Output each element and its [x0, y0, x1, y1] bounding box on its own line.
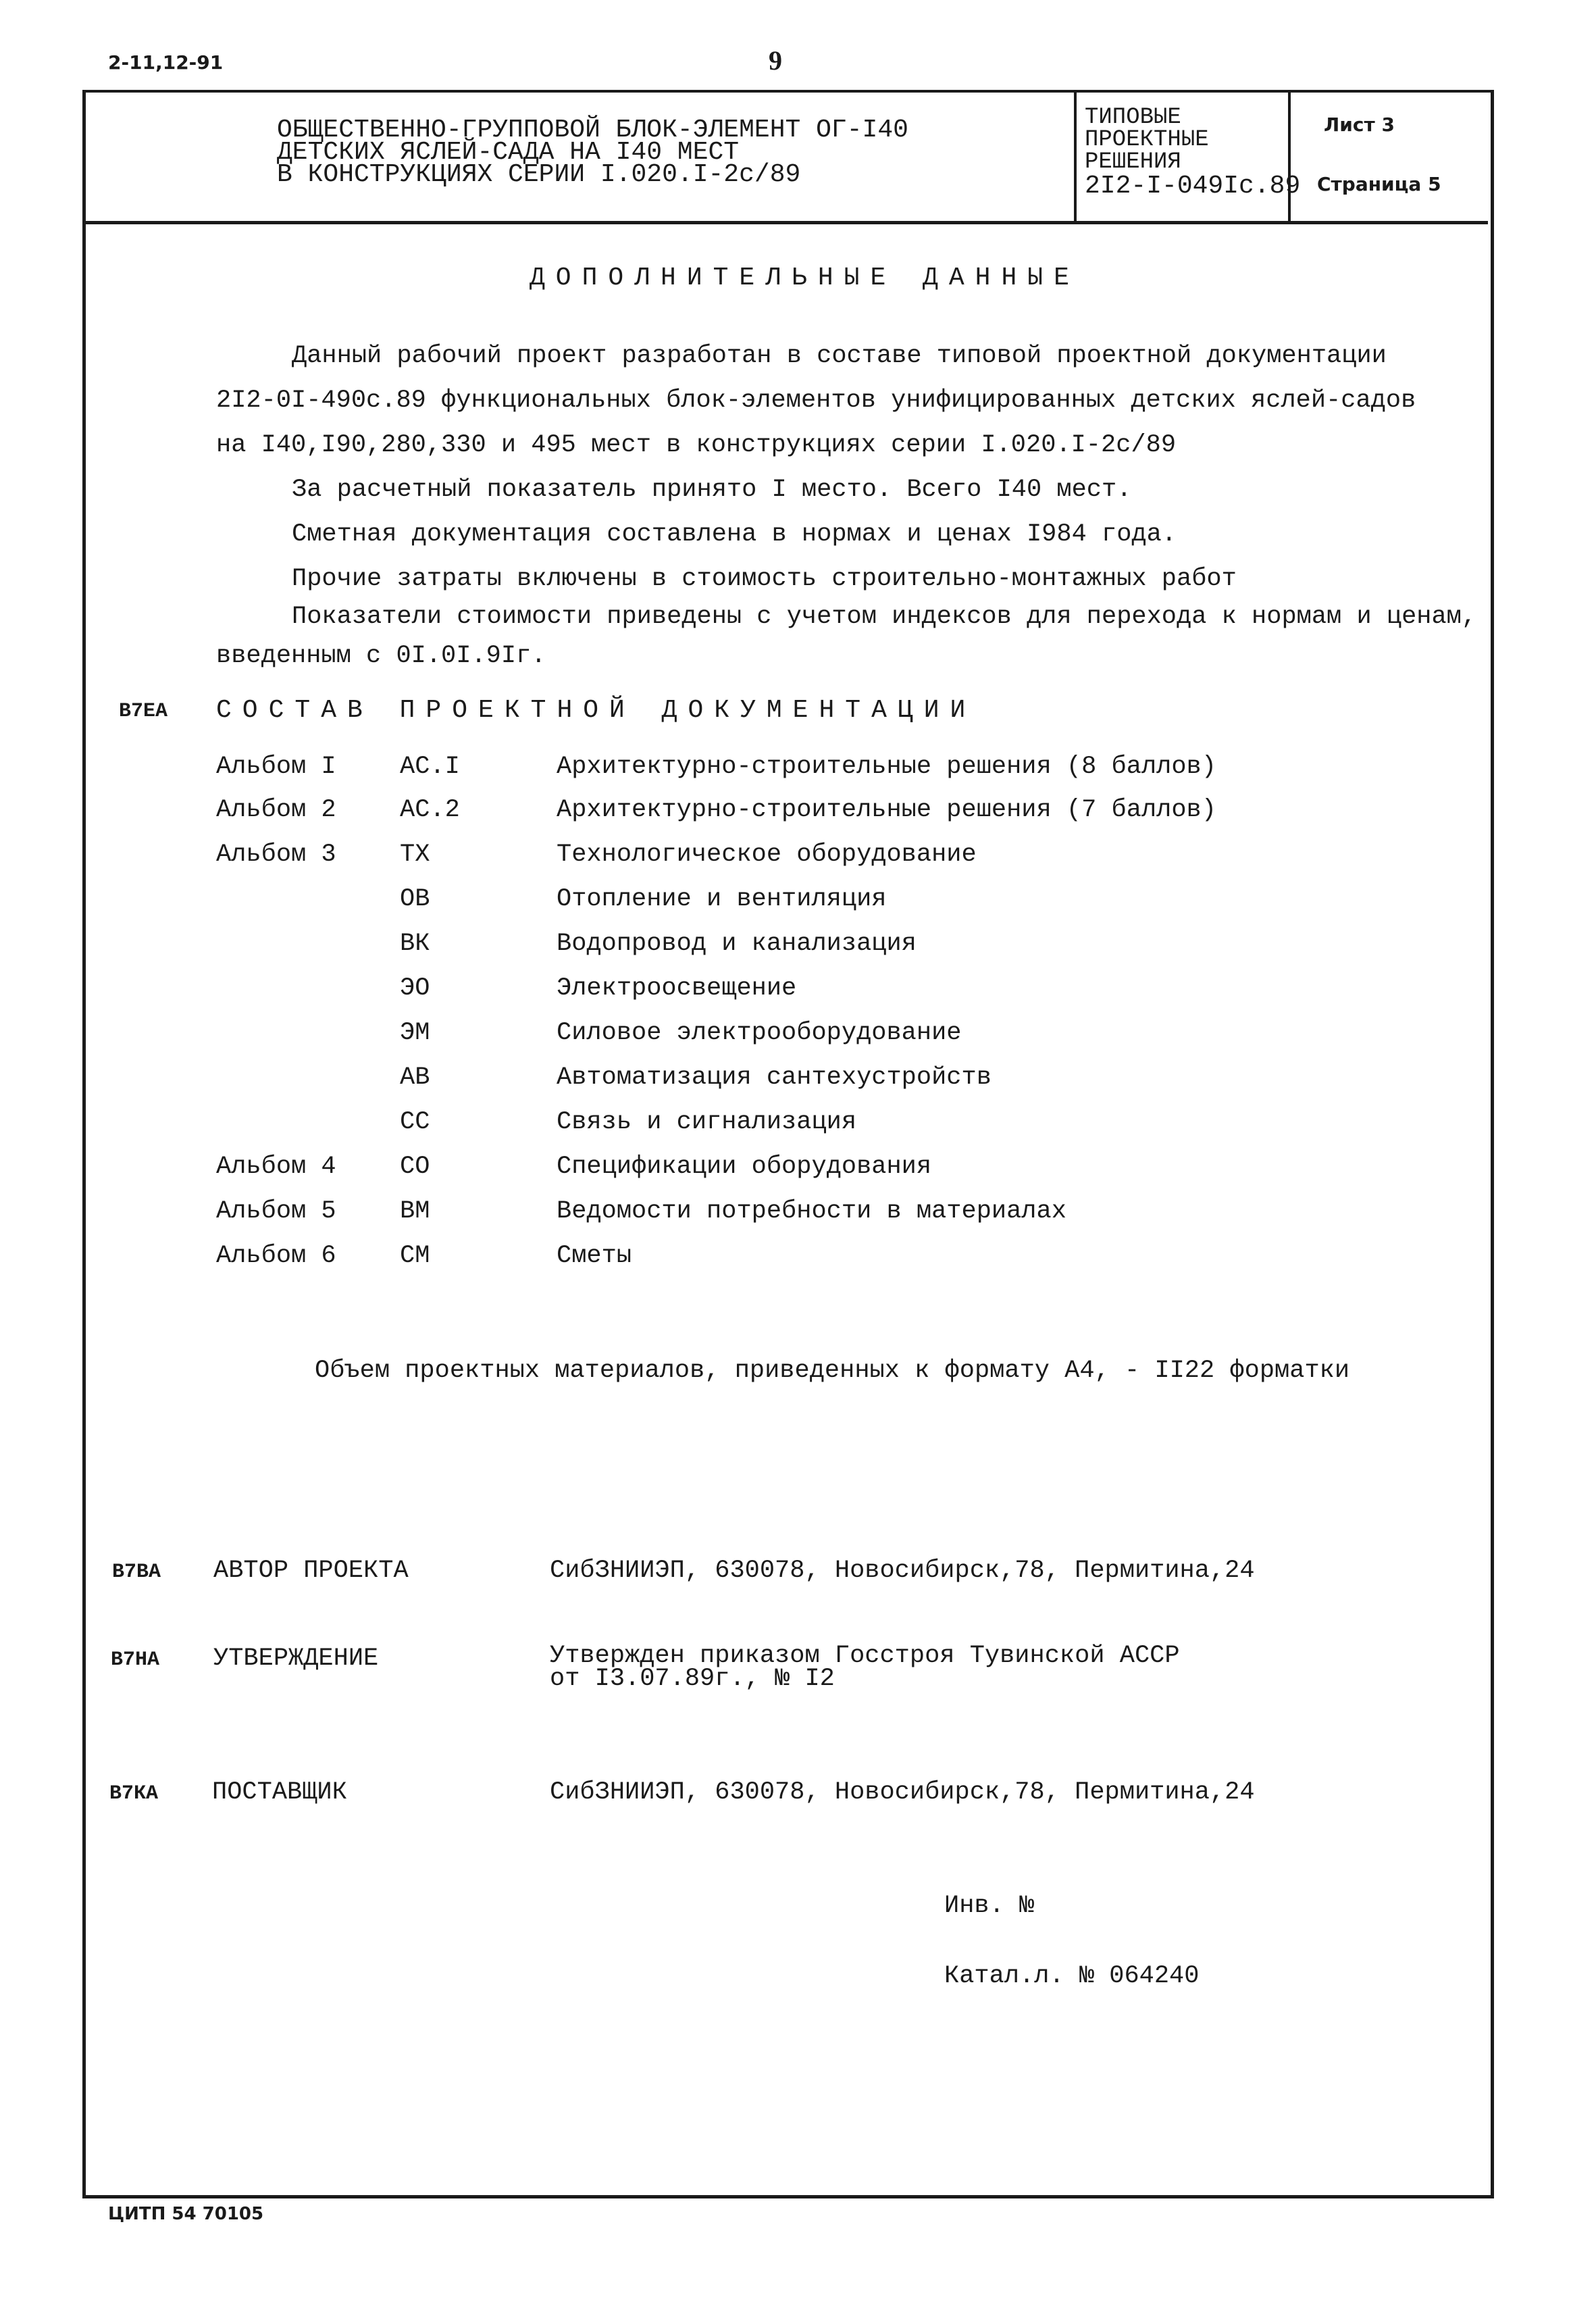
album-mark: АВ — [400, 1063, 430, 1092]
page-label: Страница 5 — [1317, 173, 1441, 195]
album-title: Силовое электрооборудование — [557, 1019, 962, 1047]
stamp-title — [277, 116, 908, 189]
album-mark: ВК — [400, 930, 430, 958]
album-mark: ЭМ — [400, 1019, 430, 1047]
page-number: 9 — [769, 45, 782, 76]
composition-code: В7ЕА — [119, 700, 168, 723]
author-value: СибЗНИИЭП, 630078, Новосибирск,78, Пермитина,24 — [550, 1557, 1255, 1585]
paragraph-line: За расчетный показатель принято I место. Всего I40 мест. — [292, 476, 1132, 504]
album-label: Альбом 3 — [216, 840, 336, 869]
document-code: 2-11,12-91 — [108, 51, 224, 74]
stamp-title-line: ОБЩЕСТВЕННО-ГРУППОВОЙ БЛОК-ЭЛЕМЕНТ ОГ-I40 — [277, 116, 908, 145]
stamp-type-line: РЕШЕНИЯ — [1085, 149, 1181, 175]
approval-label: УТВЕРЖДЕНИЕ — [213, 1644, 379, 1673]
approval-value — [550, 1642, 1180, 1693]
album-title: Автоматизация сантехустройств — [557, 1063, 992, 1092]
album-mark: ТХ — [400, 840, 430, 869]
album-mark: АС.2 — [400, 796, 460, 824]
stamp-type-line: ТИПОВЫЕ — [1085, 105, 1181, 130]
album-label: Альбом 4 — [216, 1153, 336, 1181]
supplier-code: В7КА — [109, 1782, 159, 1805]
album-mark: СМ — [400, 1242, 430, 1270]
approval-line: Утвержден приказом Госстроя Тувинской АССР — [550, 1642, 1180, 1670]
stamp-project-number: 2I2-I-049Iс.89 — [1085, 172, 1301, 201]
stamp-type-line: ПРОЕКТНЫЕ — [1085, 127, 1209, 153]
volume-text: Объем проектных материалов, приведенных к формату А4, - II22 форматки — [315, 1357, 1350, 1385]
footer-code: ЦИТП 54 70105 — [108, 2204, 264, 2224]
author-label: АВТОР ПРОЕКТА — [213, 1557, 409, 1585]
album-label: Альбом 6 — [216, 1242, 336, 1270]
composition-heading: СОСТАВ ПРОЕКТНОЙ ДОКУМЕНТАЦИИ — [216, 696, 977, 725]
album-mark: СО — [400, 1153, 430, 1181]
approval-line: от I3.07.89г., № I2 — [550, 1665, 835, 1693]
album-title: Водопровод и канализация — [557, 930, 917, 958]
album-label: Альбом 5 — [216, 1197, 336, 1226]
album-title: Отопление и вентиляция — [557, 885, 887, 913]
paragraph-line: 2I2-0I-490с.89 функциональных блок-элементов унифицированных детских яслей-садов — [216, 386, 1416, 415]
album-label: Альбом I — [216, 753, 336, 781]
paragraph-line: введенным с 0I.0I.9Iг. — [216, 642, 546, 670]
album-mark: СС — [400, 1108, 430, 1136]
supplier-label: ПОСТАВЩИК — [212, 1778, 347, 1807]
supplier-value: СибЗНИИЭП, 630078, Новосибирск,78, Пермитина,24 — [550, 1778, 1255, 1807]
approval-code: В7НА — [111, 1649, 160, 1671]
stamp-title-line: В КОНСТРУКЦИЯХ СЕРИИ I.020.I-2с/89 — [277, 160, 801, 189]
album-title: Ведомости потребности в материалах — [557, 1197, 1066, 1226]
album-mark: ВМ — [400, 1197, 430, 1226]
paragraph-line: Показатели стоимости приведены с учетом индексов для перехода к нормам и ценам, — [292, 603, 1477, 631]
album-title: Связь и сигнализация — [557, 1108, 857, 1136]
album-label: Альбом 2 — [216, 796, 336, 824]
paragraph-line: Прочие затраты включены в стоимость строительно-монтажных работ — [292, 565, 1237, 593]
inventory-number: Инв. № — [944, 1892, 1035, 1920]
paragraph-line: Сметная документация составлена в нормах и ценах I984 года. — [292, 520, 1177, 549]
album-title: Электроосвещение — [557, 974, 797, 1003]
catalog-number: Катал.л. № 064240 — [944, 1962, 1200, 1990]
album-title: Спецификации оборудования — [557, 1153, 932, 1181]
album-title: Технологическое оборудование — [557, 840, 977, 869]
sheet-label: Лист 3 — [1324, 114, 1395, 136]
paragraph-line: Данный рабочий проект разработан в составе типовой проектной документации — [292, 342, 1387, 370]
album-mark: ОВ — [400, 885, 430, 913]
paragraph-line: на I40,I90,280,330 и 495 мест в конструкциях серии I.020.I-2с/89 — [216, 431, 1177, 459]
stamp-divider — [1074, 93, 1077, 224]
author-code: В7ВА — [112, 1561, 161, 1584]
stamp-title-line: ДЕТСКИХ ЯСЛЕЙ-САДА НА I40 МЕСТ — [277, 138, 740, 167]
album-mark: ЭО — [400, 974, 430, 1003]
section-heading: ДОПОЛНИТЕЛЬНЫЕ ДАННЫЕ — [530, 263, 1080, 293]
album-title: Архитектурно-строительные решения (8 баллов) — [557, 753, 1216, 781]
album-mark: АС.I — [400, 753, 460, 781]
album-title: Архитектурно-строительные решения (7 баллов) — [557, 796, 1216, 824]
stamp-type — [1085, 105, 1301, 201]
album-title: Сметы — [557, 1242, 632, 1270]
